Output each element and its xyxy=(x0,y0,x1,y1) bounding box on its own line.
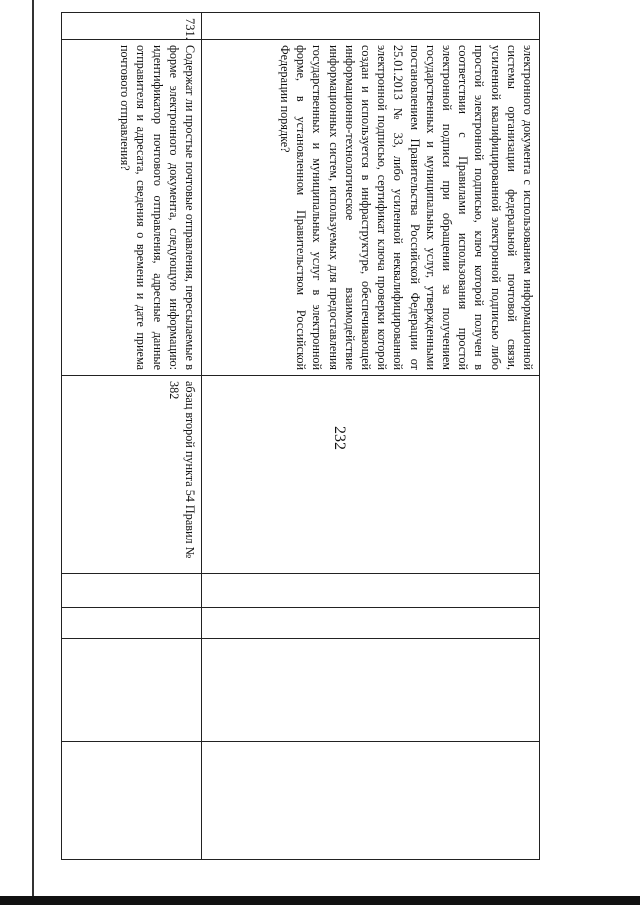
table-cell-reference: абзац второй пункта 54 Правил № 382 xyxy=(62,376,202,574)
table-cell-question: электронного документа с использованием информационной системы организации федеральной почтовой связи, усиленной квалифицированной электронной подписью либо простой электронной подписью, ключ которой получен в соответствии с Правилами использования простой электронной подписи при обращении за получением государственных и муниципальных услуг, утвержденными постановлением Правительства Российской Федерации от 25.01.2013 № 33, либо усиленной неквалифицированной электронной подписью, сертификат ключа проверки которой создан и используется в инфраструктуре, обеспечивающей информационно-технологическое взаимодействие информационных систем, используемых для предоставления государственных и муниципальных услуг в электронной форме, в установленном Правительством Российской Федерации порядке? xyxy=(202,40,540,376)
table-cell-yes xyxy=(62,574,202,608)
table-cell-na xyxy=(202,639,540,742)
table-cell-na xyxy=(62,639,202,742)
table-cell-question: Содержат ли простые почтовые отправления, пересылаемые в форме электронного документа, следующую информацию: идентификатор почтового отправления, адресные данные отправителя и адресата, сведения о времени и дате приема почтового отправления? xyxy=(62,40,202,376)
table-row xyxy=(202,13,540,860)
checklist-table xyxy=(61,12,540,860)
page-number: 232 xyxy=(331,426,348,450)
scan-bottom-edge xyxy=(0,896,640,905)
table-cell-reference xyxy=(202,376,540,574)
table-cell-number: 731. xyxy=(62,13,202,40)
table-cell-no xyxy=(202,608,540,639)
rotated-table-wrapper xyxy=(62,12,540,859)
scan-left-edge xyxy=(32,0,34,905)
table-cell-notes xyxy=(202,742,540,860)
table-cell-notes xyxy=(62,742,202,860)
table-cell-no xyxy=(62,608,202,639)
table-cell-number xyxy=(202,13,540,40)
rotated-table-frame xyxy=(62,12,540,859)
table-row xyxy=(62,13,202,860)
table-cell-yes xyxy=(202,574,540,608)
